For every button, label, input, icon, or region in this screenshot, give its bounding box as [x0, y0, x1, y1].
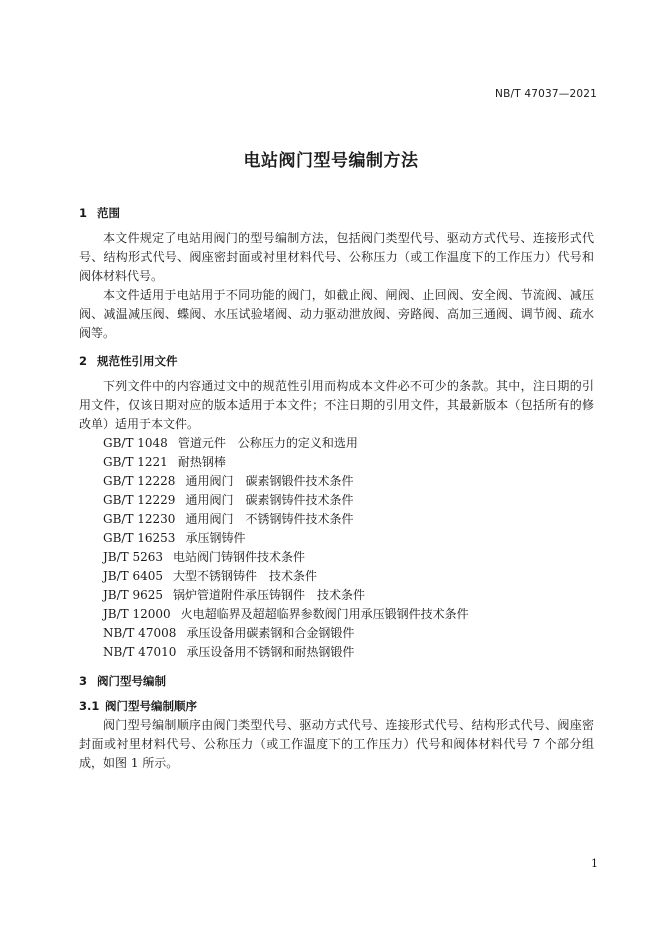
reference-item [103, 472, 469, 491]
section-3-heading [79, 673, 166, 689]
section-2-heading [79, 353, 178, 369]
reference-title: 大型不锈钢铸件 技术条件 [173, 569, 318, 583]
reference-code: GB/T 1221 [103, 455, 168, 469]
reference-code: GB/T 12230 [103, 512, 176, 526]
reference-item [103, 586, 469, 605]
reference-title: 承压设备用碳素钢和合金钢锻件 [186, 626, 355, 640]
reference-title: 通用阀门 不锈钢铸件技术条件 [185, 512, 354, 526]
reference-item [103, 624, 469, 643]
section-2-number: 2 [79, 354, 88, 368]
reference-code: NB/T 47008 [103, 626, 177, 640]
reference-title: 火电超临界及超超临界参数阀门用承压锻钢件技术条件 [180, 607, 469, 621]
page-title: 电站阀门型号编制方法 [243, 151, 419, 171]
section-3-number: 3 [79, 674, 88, 688]
reference-title: 管道元件 公称压力的定义和选用 [177, 436, 358, 450]
reference-code: NB/T 47010 [103, 645, 177, 659]
reference-item [103, 434, 469, 453]
section-1-number: 1 [79, 206, 88, 220]
reference-title: 电站阀门铸钢件技术条件 [173, 550, 306, 564]
section-1-title: 范围 [97, 206, 120, 220]
scope-paragraph-2: 本文件适用于电站用于不同功能的阀门，如截止阀、闸阀、止回阀、安全阀、节流阀、减压阀、减温减压阀、蝶阀、水压试验堵阀、动力驱动泄放阀、旁路阀、高加三通阀、调节阀、疏水阀等。 [79, 288, 594, 340]
references-intro: 下列文件中的内容通过文中的规范性引用而构成本文件必不可少的条款。其中，注日期的引用文件，仅该日期对应的版本适用于本文件；不注日期的引用文件，其最新版本（包括所有的修改单）适用于本文件。 [79, 379, 594, 431]
reference-item [103, 643, 469, 662]
reference-code: GB/T 12229 [103, 493, 176, 507]
reference-title: 承压设备用不锈钢和耐热钢锻件 [186, 645, 355, 659]
reference-title: 耐热钢棒 [177, 455, 226, 469]
reference-code: GB/T 12228 [103, 474, 176, 488]
reference-code: JB/T 6405 [103, 569, 164, 583]
reference-code: JB/T 9625 [103, 588, 164, 602]
reference-code: JB/T 12000 [103, 607, 171, 621]
section-2-title: 规范性引用文件 [97, 354, 178, 368]
reference-item [103, 548, 469, 567]
reference-item [103, 605, 469, 624]
standard-number: NB/T 47037—2021 [495, 88, 597, 100]
reference-code: GB/T 16253 [103, 531, 176, 545]
reference-title: 通用阀门 碳素钢锻件技术条件 [185, 474, 354, 488]
model-order-paragraph: 阀门型号编制顺序由阀门类型代号、驱动方式代号、连接形式代号、结构形式代号、阀座密封面或衬里材料代号、公称压力（或工作温度下的工作压力）代号和阀体材料代号 7 个部分组成，如图 1 所示。 [79, 718, 594, 770]
reference-list [103, 434, 469, 662]
section-1-heading [79, 205, 120, 221]
reference-title: 通用阀门 碳素钢铸件技术条件 [185, 493, 354, 507]
reference-item [103, 529, 469, 548]
reference-title: 承压钢铸件 [185, 531, 246, 545]
section-3-1-number: 3.1 [79, 699, 100, 713]
section-3-1-title: 阀门型号编制顺序 [105, 699, 197, 713]
reference-title: 锅炉管道附件承压铸钢件 技术条件 [173, 588, 366, 602]
reference-code: GB/T 1048 [103, 436, 168, 450]
reference-code: JB/T 5263 [103, 550, 164, 564]
section-3-title: 阀门型号编制 [97, 674, 166, 688]
page-number: 1 [591, 857, 598, 870]
reference-item [103, 567, 469, 586]
scope-paragraph-1: 本文件规定了电站用阀门的型号编制方法，包括阀门类型代号、驱动方式代号、连接形式代号、结构形式代号、阀座密封面或衬里材料代号、公称压力（或工作温度下的工作压力）代号和阀体材料代号。 [79, 231, 594, 283]
reference-item [103, 510, 469, 529]
section-3-1-heading [79, 698, 197, 714]
reference-item [103, 491, 469, 510]
reference-item [103, 453, 469, 472]
